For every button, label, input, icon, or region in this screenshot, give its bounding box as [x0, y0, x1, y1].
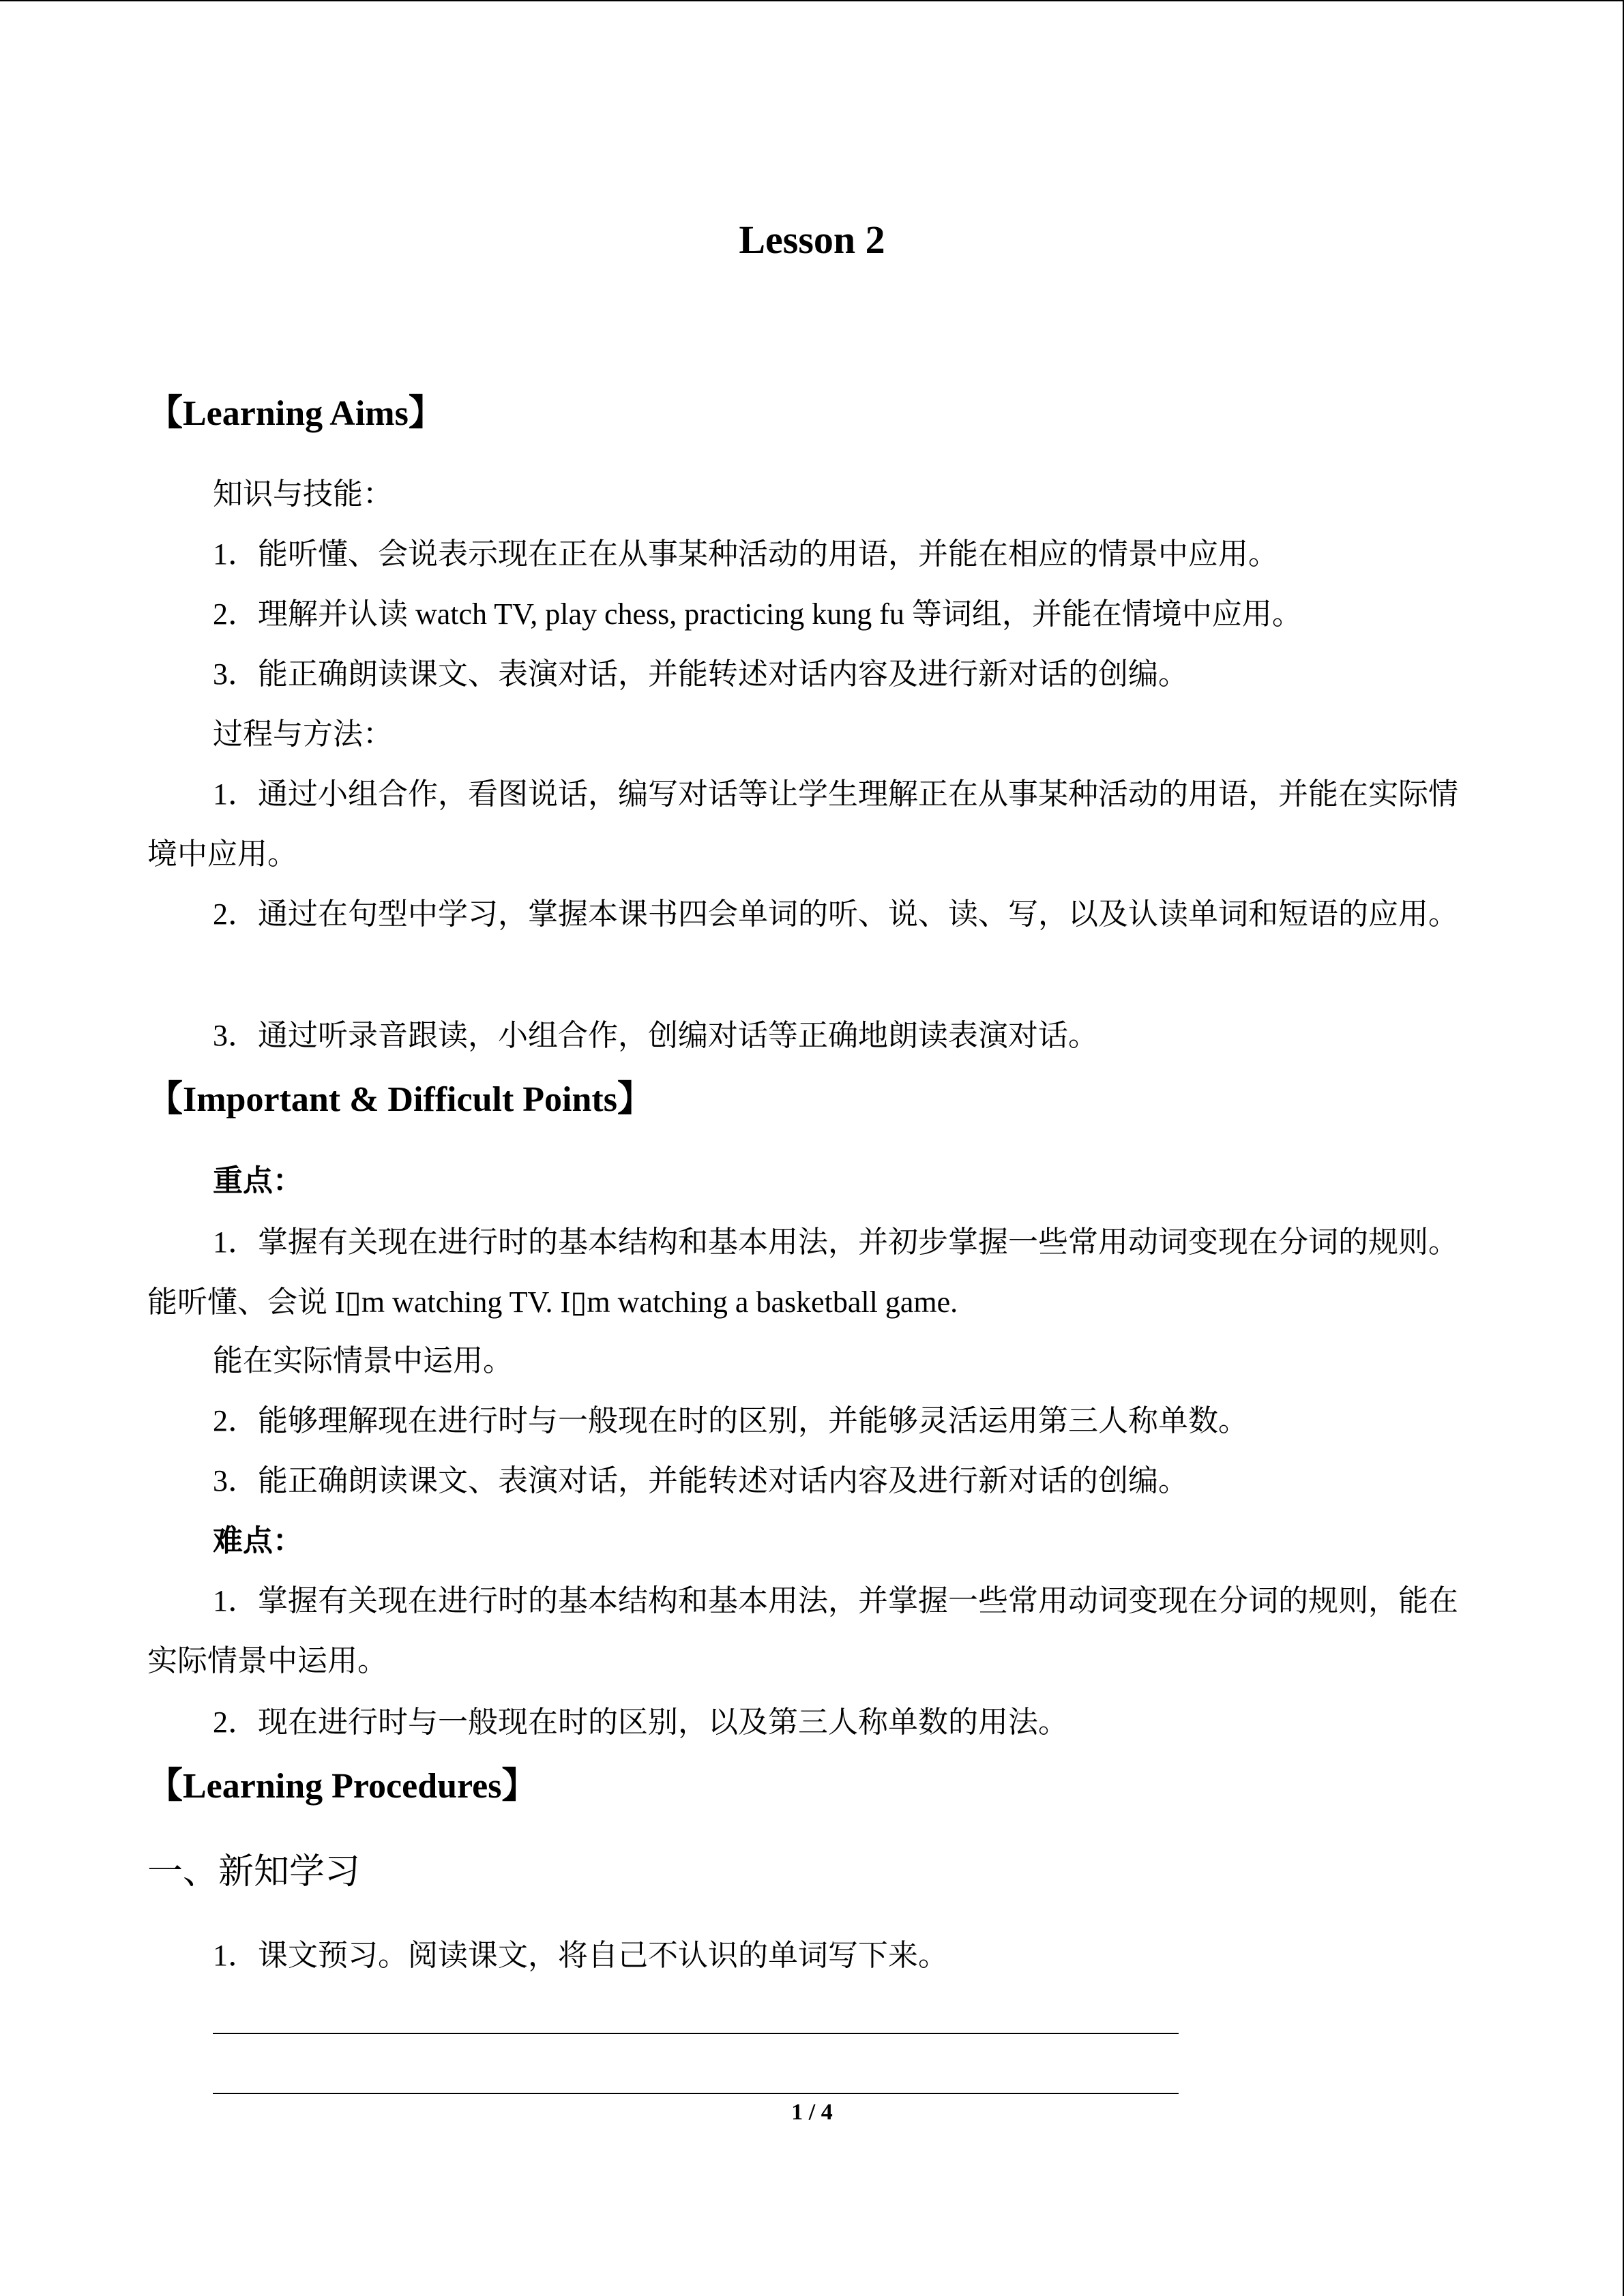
page-title: Lesson 2	[739, 218, 885, 262]
answer-line[interactable]	[213, 2093, 1179, 2094]
important-item: 能在实际情景中运用。	[213, 1344, 513, 1377]
answer-line[interactable]	[213, 2033, 1179, 2034]
important-item: 3．能正确朗读课文、表演对话，并能转述对话内容及进行新对话的创编。	[213, 1464, 1188, 1497]
knowledge-item: 1．能听懂、会说表示现在正在从事某种活动的用语，并能在相应的情景中应用。	[213, 537, 1278, 571]
important-item: 2．能够理解现在进行时与一般现在时的区别，并能够灵活运用第三人称单数。	[213, 1404, 1248, 1437]
part-one-heading: 一、新知学习	[147, 1851, 361, 1892]
page-number: 1 / 4	[791, 2100, 833, 2125]
important-difficult-heading: 【Important & Difficult Points】	[147, 1080, 653, 1119]
difficult-item: 1．掌握有关现在进行时的基本结构和基本用法，并掌握一些常用动词变现在分词的规则，能在实际情景中运用。	[147, 1584, 1458, 1678]
process-method-label: 过程与方法：	[213, 717, 393, 751]
task-instruction: 1．课文预习。阅读课文，将自己不认识的单词写下来。	[213, 1939, 948, 1972]
learning-procedures-heading: 【Learning Procedures】	[147, 1767, 537, 1806]
important-item: 1．掌握有关现在进行时的基本结构和基本用法，并初步掌握一些常用动词变现在分词的规则。能听懂、会说 I▯m watching TV. I▯m watching a basketball game.	[147, 1225, 1458, 1319]
important-label: 重点：	[213, 1164, 303, 1197]
process-item: 3．通过听录音跟读，小组合作，创编对话等正确地朗读表演对话。	[213, 1019, 1098, 1052]
difficult-label: 难点：	[213, 1524, 303, 1557]
difficult-item: 2．现在进行时与一般现在时的区别，以及第三人称单数的用法。	[213, 1705, 1068, 1739]
knowledge-item: 3．能正确朗读课文、表演对话，并能转述对话内容及进行新对话的创编。	[213, 657, 1188, 691]
page-border-top	[0, 0, 1624, 1]
process-item: 1．通过小组合作，看图说话，编写对话等让学生理解正在从事某种活动的用语，并能在实际情境中应用。	[147, 777, 1458, 871]
knowledge-skills-label: 知识与技能：	[213, 477, 393, 511]
learning-aims-heading: 【Learning Aims】	[147, 394, 444, 433]
process-item: 2．通过在句型中学习，掌握本课书四会单词的听、说、读、写，以及认读单词和短语的应用。	[213, 897, 1458, 931]
knowledge-item: 2．理解并认读 watch TV, play chess, practicing kung fu 等词组，并能在情境中应用。	[213, 597, 1302, 631]
